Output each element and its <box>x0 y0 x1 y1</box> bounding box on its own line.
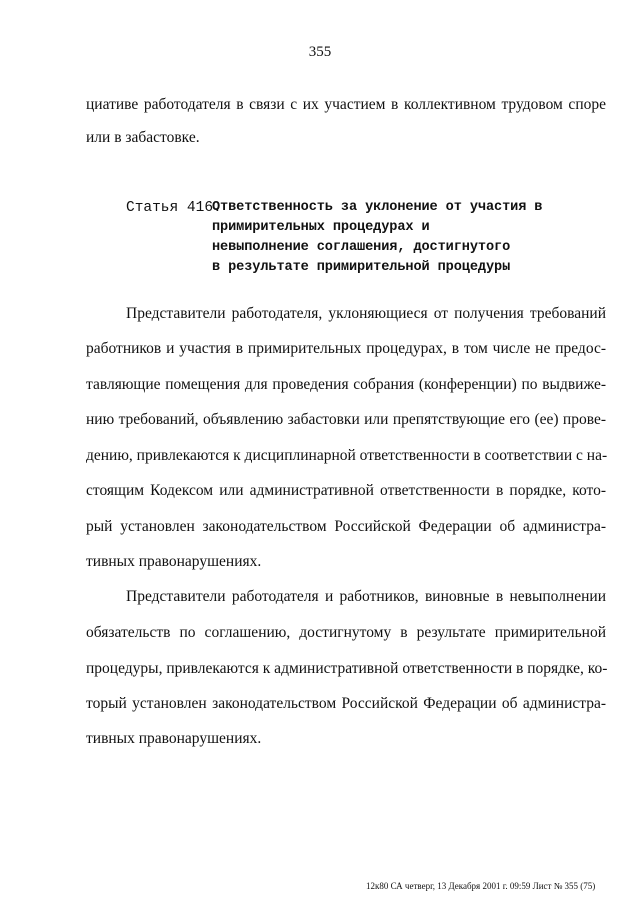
article-title-line-3: невыполнение соглашения, достигнутого <box>212 240 511 255</box>
article-title-line-4: в результате примирительной процедуры <box>212 260 511 275</box>
paragraph-2-line-1: Представители работодателя и работников, виновные в невыполнении <box>126 588 606 605</box>
article-number: Статья 416. <box>126 200 222 216</box>
continuation-line-2: или в забастовке. <box>86 129 200 146</box>
paragraph-2-line-5: тивных правонарушениях. <box>86 730 262 747</box>
paragraph-1-line-5: дению, привлекаются к дисциплинарной ответственности в соответствии с на- <box>86 447 608 464</box>
paragraph-1-line-1: Представители работодателя, уклоняющиеся от получения требований <box>126 305 606 322</box>
paragraph-1-line-2: работников и участия в примирительных процедурах, в том числе не предос- <box>86 340 606 357</box>
paragraph-1-line-4: нию требований, объявлению забастовки или препятствующие его (ее) прове- <box>86 411 606 428</box>
article-title-line-1: Ответственность за уклонение от участия в <box>212 200 543 215</box>
paragraph-2-line-3: процедуры, привлекаются к административной ответственности в порядке, ко- <box>86 660 608 677</box>
paragraph-1-line-3: тавляющие помещения для проведения собрания (конференции) по выдвиже- <box>86 376 606 393</box>
paragraph-2-line-2: обязательств по соглашению, достигнутому в результате примирительной <box>86 624 606 641</box>
paragraph-1-line-6: стоящим Кодексом или административной ответственности в порядке, кото- <box>86 482 606 499</box>
paragraph-2-line-4: торый установлен законодательством Российской Федерации об администра- <box>86 695 606 712</box>
print-footer: 12к80 СА четверг, 13 Декабря 2001 г. 09:59 Лист № 355 (75) <box>366 881 596 891</box>
paragraph-1-line-8: тивных правонарушениях. <box>86 553 262 570</box>
page-number: 355 <box>308 44 332 60</box>
article-title-line-2: примирительных процедурах и <box>212 220 430 235</box>
paragraph-1-line-7: рый установлен законодательством Российской Федерации об администра- <box>86 518 606 535</box>
continuation-line-1: циативе работодателя в связи с их участием в коллективном трудовом споре <box>86 96 606 113</box>
